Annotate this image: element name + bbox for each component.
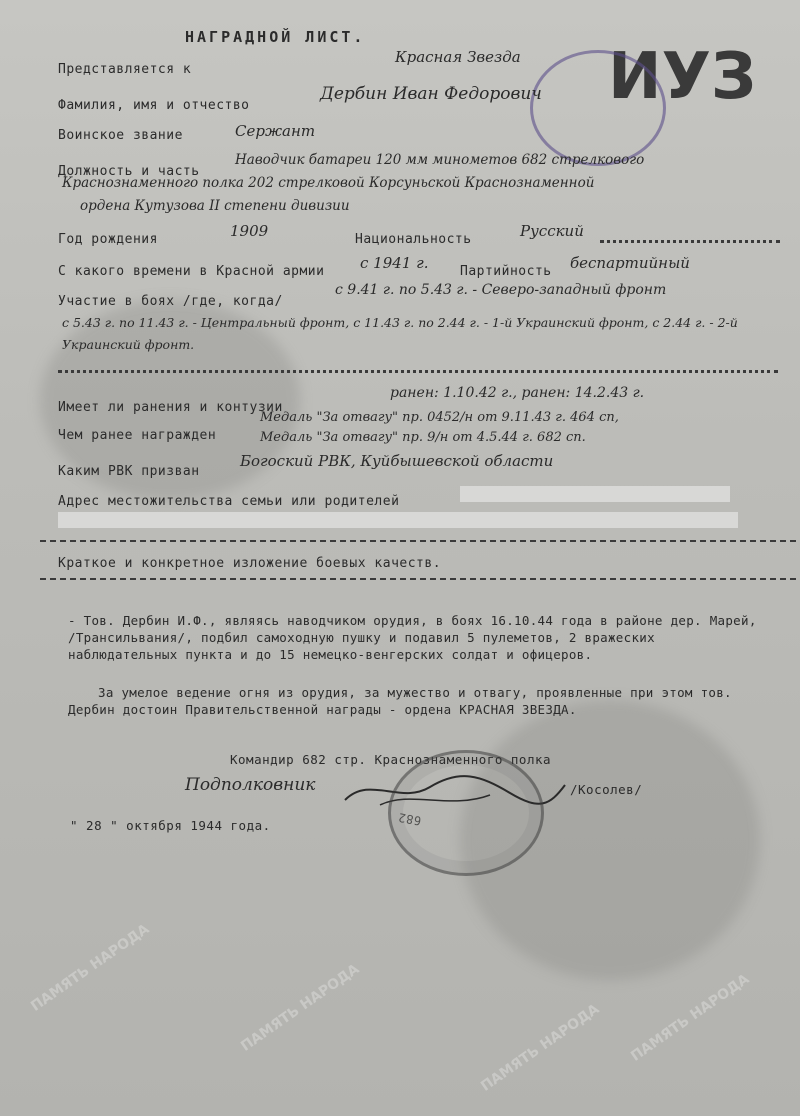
field-label-party: Партийность (460, 264, 552, 279)
field-value-nationality: Русский (520, 222, 584, 240)
watermark: ПАМЯТЬ НАРОДА (628, 971, 753, 1065)
field-value-rank: Сержант (235, 122, 316, 140)
field-label-army-since: С какого времени в Красной армии (58, 264, 325, 279)
field-value-battles: с 9.41 г. по 5.43 г. - Северо-западный фронт (335, 282, 667, 298)
field-value-rvk: Богоский РВК, Куйбышевской области (240, 452, 554, 470)
field-label-position: Должность и часть (58, 164, 200, 179)
field-value-award: Красная Звезда (395, 48, 521, 66)
commander-title: Командир 682 стр. Краснознаменного полка (230, 752, 552, 767)
field-value-birth-year: 1909 (230, 222, 269, 240)
field-value-position-3: ордена Кутузова II степени дивизии (80, 198, 350, 214)
field-label-prior-awards: Чем ранее награжден (58, 428, 217, 443)
field-label-birth-year: Год рождения (58, 232, 158, 247)
handwritten-mark: ИУЗ (608, 40, 757, 114)
commander-rank: Подполковник (185, 775, 316, 795)
field-value-position-2: Краснознаменного полка 202 стрелковой Корсуньской Краснознаменной (62, 175, 595, 191)
field-value-battles-2: с 5.43 г. по 11.43 г. - Центральный фронт, с 11.43 г. по 2.44 г. - 1-й Украинский фронт, с 2.44 г. - 2-й Украинский фронт. (62, 315, 738, 352)
stamp-number: 682 (396, 810, 423, 828)
field-value-position: Наводчик батареи 120 мм минометов 682 стрелкового (235, 152, 645, 168)
section-title: Краткое и конкретное изложение боевых качеств. (58, 556, 442, 571)
field-label-battles: Участие в боях /где, когда/ (58, 294, 283, 309)
field-label-wounds: Имеет ли ранения и контузии (58, 400, 283, 415)
purple-stamp-top (530, 50, 666, 166)
field-label-award: Представляется к (58, 62, 192, 77)
body-paragraph-2: За умелое ведение огня из орудия, за мужество и отвагу, проявленные при этом тов. Дербин достоин Правительственной награды - ордена КРАСНАЯ ЗВЕЗДА. (68, 685, 732, 717)
field-value-fullname: Дербин Иван Федорович (320, 84, 542, 104)
document-date: " 28 " октября 1944 года. (70, 818, 271, 833)
divider (40, 578, 796, 580)
document-title: НАГРАДНОЙ ЛИСТ. (185, 28, 366, 46)
watermark: ПАМЯТЬ НАРОДА (238, 961, 363, 1055)
divider (40, 540, 796, 542)
field-value-wounds: ранен: 1.10.42 г., ранен: 14.2.43 г. (390, 385, 645, 401)
watermark: ПАМЯТЬ НАРОДА (28, 921, 153, 1015)
field-label-address: Адрес местожительства семьи или родителей (58, 494, 400, 509)
dotted-line (600, 232, 780, 243)
body-paragraph-1: - Тов. Дербин И.Ф., являясь наводчиком орудия, в боях 16.10.44 года в районе дер. Марей, /Трансильвания/, подбил самоходную пушку и подавил 5 пулеметов, 2 вражеских наблюдательных пункта и до 15 немецко-венгерских солдат и офицеров. (68, 613, 757, 662)
redacted-area (460, 486, 730, 502)
field-label-nationality: Национальность (355, 232, 472, 247)
watermark: ПАМЯТЬ НАРОДА (478, 1001, 603, 1095)
dotted-line (58, 362, 778, 373)
field-label-rank: Воинское звание (58, 128, 183, 143)
field-value-party: беспартийный (570, 254, 690, 272)
redacted-area (58, 512, 738, 528)
field-label-fullname: Фамилия, имя и отчество (58, 98, 250, 113)
field-value-army-since: с 1941 г. (360, 254, 429, 272)
commander-name: /Косолев/ (570, 782, 643, 797)
field-value-prior-awards: Медаль "За отвагу" пр. 0452/н от 9.11.43 г. 464 сп, (260, 410, 619, 425)
field-value-prior-awards-2: Медаль "За отвагу" пр. 9/н от 4.5.44 г. 682 сп. (260, 430, 586, 445)
field-label-rvk: Каким РВК призван (58, 464, 200, 479)
